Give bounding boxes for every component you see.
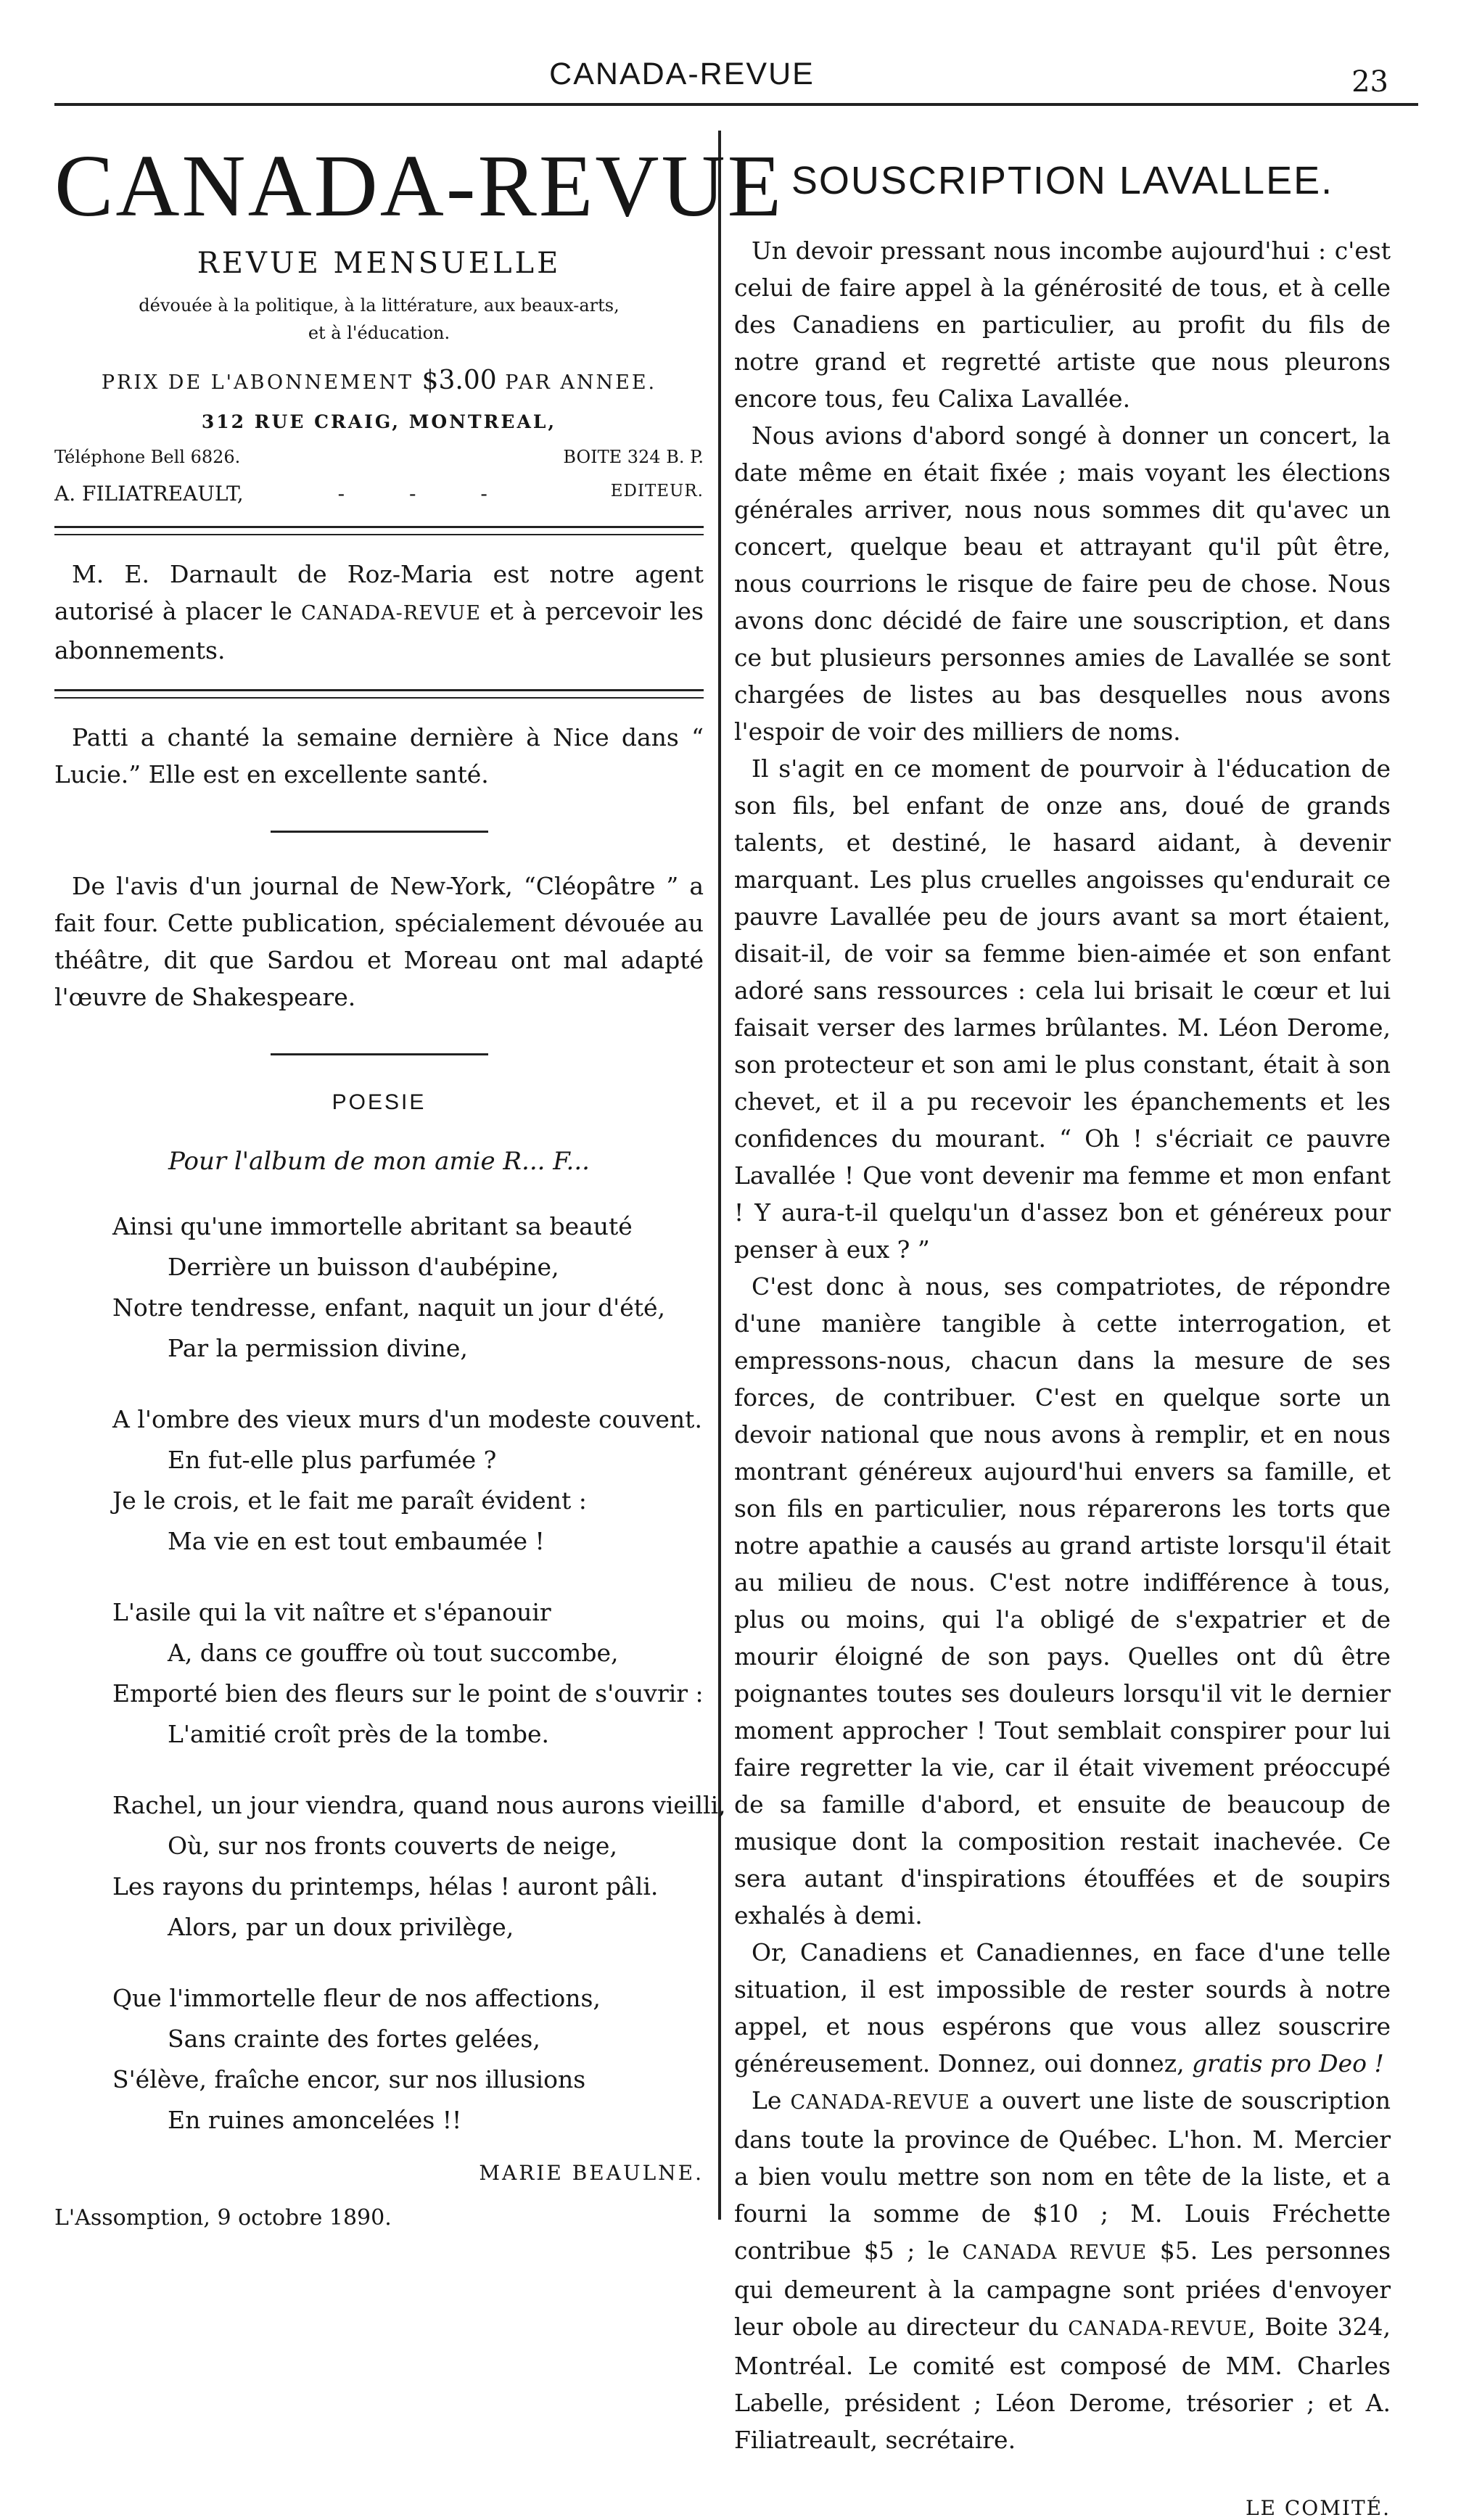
right-column (734, 131, 1391, 2520)
poem-stanza (112, 1206, 704, 1369)
masthead-description (54, 292, 704, 347)
poem-line: Que l'immortelle fleur de nos affections, (112, 1984, 601, 2012)
poem-line: Emporté bien des fleurs sur le point de s'ouvrir : (112, 1679, 704, 1708)
article-text: a ouvert une liste de souscription dans toute la province de Québec. L'hon. M. Mercier a bien voulu mettre son nom en tête de la liste, et a fourni la somme de $10 ; M. Louis Fréchette contribue $5 ; le (734, 2086, 1391, 2265)
article-text: $5. Les personnes qui demeurent à la campagne sont priées d'envoyer leur obole au directeur du (734, 2236, 1391, 2341)
poem-dateline: L'Assomption, 9 octobre 1890. (54, 2205, 392, 2231)
article-text: Or, Canadiens et Canadiennes, en face d'une telle situation, il est impossible de rester sourds à notre appel, et nous espérons que vous allez souscrire généreusement. Donnez, oui donnez, (734, 1938, 1391, 2078)
brand-name: CANADA-REVUE (790, 2091, 971, 2114)
running-title: CANADA-REVUE (549, 57, 815, 91)
poem-line: Par la permission divine, (168, 1334, 468, 1362)
poem-stanza (112, 1399, 704, 1562)
poem-line: Alors, par un doux privilège, (168, 1913, 514, 1941)
masthead-subtitle: REVUE MENSUELLE (197, 247, 561, 280)
masthead-description-line: et à l'éducation. (308, 323, 450, 343)
article-paragraph: Nous avions d'abord songé à donner un concert, la date même en était fixée ; mais voyant les élections générales arriver, nous nous sommes dit qu'avec un concert, quelque beau et attrayant qu'il pût être, nous courrions le risque de faire peu de chose. Nous avons donc décidé de faire une souscription, et dans ce but plusieurs personnes amies de Lavallée se sont chargées de listes au bas desquelles nous avons l'espoir de voir des milliers de noms. (734, 421, 1391, 746)
poem-line: En ruines amoncelées !! (168, 2106, 462, 2134)
page-number: 23 (1351, 65, 1388, 99)
poem-line: Rachel, un jour viendra, quand nous aurons vieilli, (112, 1791, 726, 1819)
poem-line: Je le crois, et le fait me paraît évident : (112, 1486, 587, 1515)
agent-notice-text: M. E. Darnault de Roz-Maria est notre agent autorisé à placer le (54, 560, 704, 625)
news-item: De l'avis d'un journal de New-York, “Cléopâtre ” a fait four. Cette publication, spécialement dévouée au théâtre, dit que Sardou et Moreau ont mal adapté l'œuvre de Shakespeare. (54, 872, 704, 1011)
double-rule (54, 689, 704, 699)
poem-line: Ma vie en est tout embaumée ! (168, 1527, 545, 1555)
editor-dashes: - - - (337, 482, 517, 506)
short-rule (271, 831, 488, 833)
editor-title: EDITEUR. (610, 482, 704, 501)
committee-signature: LE COMITÉ. (1245, 2496, 1391, 2520)
subscription-price (54, 366, 704, 395)
poem-heading: POESIE (332, 1090, 427, 1114)
article-text: Le (752, 2086, 791, 2115)
poem-stanza (112, 1785, 726, 1948)
article-paragraph: Il s'agit en ce moment de pourvoir à l'éducation de son fils, bel enfant de onze ans, doué de grands talents, et destiné, le hasard aidant, à devenir marquant. Les plus cruelles angoisses qu'endurait ce pauvre Lavallée peu de jours avant sa mort étaient, disait-il, de voir sa femme bien-aimée et son enfant adoré sans ressources : cela lui brisait le cœur et lui faisait verser des larmes brûlantes. M. Léon Derome, son protecteur et son ami le plus constant, était à son chevet, et il a pu recevoir les épanchements et les confidences du mourant. “ Oh ! s'écriait ce pauvre Lavallée ! Que vont devenir ma femme et mon enfant ! Y aura-t-il quelqu'un d'assez bon et généreux pour penser à eux ? ” (734, 754, 1391, 1264)
poem-stanza (112, 1978, 704, 2141)
poem-stanza (112, 1592, 704, 1755)
agent-notice (54, 556, 704, 669)
left-column (54, 131, 784, 2231)
poem-line: Notre tendresse, enfant, naquit un jour d'été, (112, 1293, 666, 1322)
article-paragraph: C'est donc à nous, ses compatriotes, de répondre d'une manière tangible à cette interrogation, et empressons-nous, chacun dans la mesure de ses forces, de contribuer. C'est en quelque sorte un devoir national que nous avons à remplir, et en nous montrant généreux aujourd'hui envers sa famille, et son fils en particulier, nous réparerons les torts que notre apathie a causés au grand artiste lorsqu'il était au milieu de nous. C'est notre indifférence à tous, plus ou moins, qui l'a obligé de s'expatrier et de mourir éloigné de son pays. Quelles ont dû être poignantes toutes ses douleurs lorsqu'il vit le dernier moment approcher ! Tout semblait conspirer pour lui faire regretter la vie, car il était vivement préoccupé de sa famille d'abord, et ensuite de beaucoup de musique dont la composition restait inachevée. Ce sera autant d'inspirations étouffées et de soupirs exhalés à demi. (734, 1272, 1391, 1930)
news-item: Patti a chanté la semaine dernière à Nice dans “ Lucie.” Elle est en excellente santé. (54, 723, 704, 788)
article-text: , Boite 324, Montréal. Le comité est composé de MM. Charles Labelle, président ; Léon Derome, trésorier ; et A. Filiatreault, secrétaire. (734, 2313, 1391, 2454)
poem-dedication: Pour l'album de mon amie R... F... (168, 1147, 590, 1176)
poem-line: S'élève, fraîche encor, sur nos illusions (112, 2065, 586, 2093)
poem-line: Où, sur nos fronts couverts de neige, (168, 1832, 617, 1860)
price-label: PRIX DE L'ABONNEMENT (101, 371, 414, 394)
brand-name: CANADA REVUE (962, 2241, 1148, 2264)
masthead-address: 312 RUE CRAIG, MONTREAL, (201, 411, 557, 432)
poem-line: En fut-elle plus parfumée ? (168, 1446, 497, 1474)
price-amount: $3.00 (421, 366, 497, 395)
double-rule (54, 526, 704, 535)
poem-line: L'amitié croît près de la tombe. (168, 1720, 550, 1748)
article-paragraph: Un devoir pressant nous incombe aujourd'hui : c'est celui de faire appel à la générosité de tous, et à celle des Canadiens en particulier, au profit du fils de notre grand et regretté artiste que nous pleurons encore tous, feu Calixa Lavallée. (734, 236, 1391, 413)
header-rule (54, 103, 1418, 106)
column-divider (718, 131, 721, 2220)
masthead-title: CANADA-REVUE (54, 137, 784, 235)
poem-line: Ainsi qu'une immortelle abritant sa beauté (112, 1212, 633, 1240)
agent-notice-brand: CANADA-REVUE (301, 602, 481, 625)
masthead (54, 136, 784, 506)
article-italic-phrase: gratis pro Deo ! (1192, 2049, 1384, 2078)
poem-line: L'asile qui la vit naître et s'épanouir (112, 1598, 551, 1626)
price-suffix: PAR ANNEE. (505, 371, 657, 394)
brand-name: CANADA-REVUE (1068, 2318, 1248, 2340)
poem (54, 1206, 726, 2141)
agent-notice-text-end: et à percevoir les abonnements. (54, 597, 704, 664)
masthead-editor-row (54, 482, 704, 506)
poem-line: A l'ombre des vieux murs d'un modeste couvent. (112, 1405, 702, 1433)
poem-line: Les rayons du printemps, hélas ! auront pâli. (112, 1872, 659, 1901)
page-header (0, 57, 1461, 100)
editor-name: A. FILIATREAULT, (54, 482, 244, 506)
short-rule (271, 1053, 488, 1055)
article-paragraph (734, 2082, 1391, 2458)
masthead-description-line: dévouée à la politique, à la littérature, aux beaux-arts, (139, 295, 620, 316)
poem-line: Derrière un buisson d'aubépine, (168, 1253, 559, 1281)
poem-line: A, dans ce gouffre où tout succombe, (168, 1639, 619, 1667)
post-box: BOITE 324 B. P. (563, 447, 704, 467)
masthead-contact-row (54, 447, 704, 467)
article-title: SOUSCRIPTION LAVALLEE. (791, 159, 1334, 202)
article-paragraph (734, 1934, 1391, 2082)
poem-line: Sans crainte des fortes gelées, (168, 2025, 540, 2053)
telephone: Téléphone Bell 6826. (54, 447, 241, 467)
poem-author: MARIE BEAULNE. (479, 2161, 704, 2185)
